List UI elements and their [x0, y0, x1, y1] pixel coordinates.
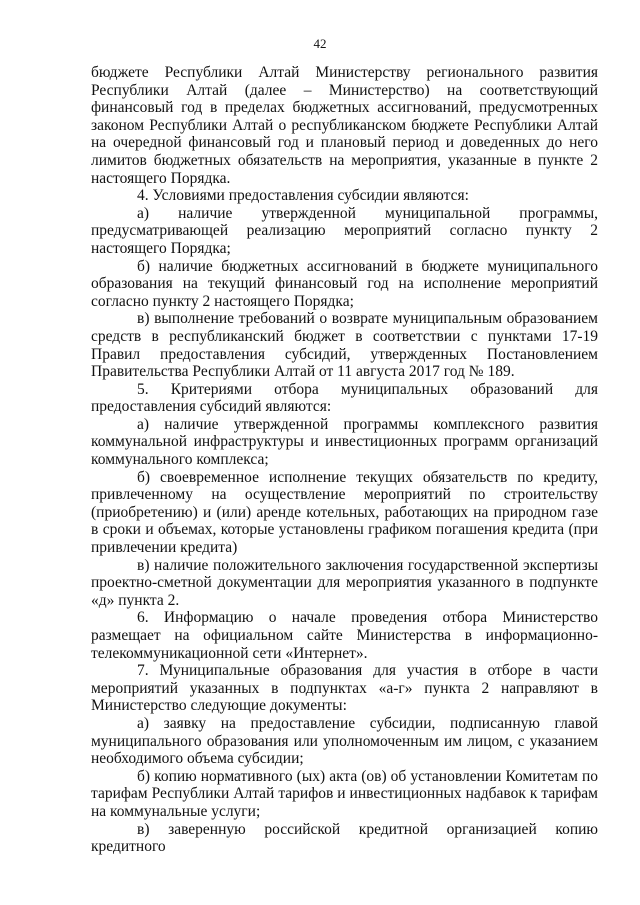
paragraph-5a: а) наличие утвержденной программы комплексного развития коммунальной инфраструктуры и инвестиционных программ организаций коммунального комплекса; — [91, 415, 598, 469]
page-number: 42 — [313, 36, 327, 51]
paragraph-5c: в) наличие положительного заключения государственной экспертизы проектно-сметной документации для мероприятия указанного в подпункте «д» пункта 2. — [91, 556, 598, 609]
paragraph-item-5-criteria: 5. Критериями отбора муниципальных образований для предоставления субсидий являются: — [91, 380, 598, 416]
paragraph-budget-continuation: бюджете Республики Алтай Министерству регионального развития Республики Алтай (далее – Министерство) на соответствующий финансовый год в пределах бюджетных ассигнований, предусмотренных законом Республики Алтай о республиканском бюджете Республики Алтай на очередной финансовый год и плановый период и доведенных до него лимитов бюджетных обязательств на мероприятия, указанные в пункте 2 настоящего Порядка. — [91, 64, 598, 187]
paragraph-4a: а) наличие утвержденной муниципальной программы, предусматривающей реализацию мероприятий согласно пункту 2 настоящего Порядка; — [91, 204, 598, 257]
document-body — [91, 64, 598, 856]
paragraph-7a: а) заявку на предоставление субсидии, подписанную главой муниципального образования или уполномоченным им лицом, с указанием необходимого объема субсидии; — [91, 714, 598, 768]
paragraph-4b: б) наличие бюджетных ассигнований в бюджете муниципального образования на текущий финансовый год на исполнение мероприятий согласно пункту 2 настоящего Порядка; — [91, 257, 598, 310]
paragraph-item-4-conditions: 4. Условиями предоставления субсидии являются: — [137, 187, 469, 205]
paragraph-4c: в) выполнение требований о возврате муниципальным образованием средств в республиканский бюджет в соответствии с пунктами 17-19 Правил предоставления субсидий, утвержденных Постановлением Правительства Республики Алтай от 11 августа 2017 год № 189. — [91, 310, 598, 381]
paragraph-7c: в) заверенную российской кредитной организацией копию кредитного — [91, 820, 598, 856]
paragraph-7b: б) копию нормативного (ых) акта (ов) об установлении Комитетам по тарифам Республики Алтай тарифов и инвестиционных надбавок к тарифам на коммунальные услуги; — [91, 767, 598, 820]
paragraph-item-6-information: 6. Информацию о начале проведения отбора Министерство размещает на официальном сайте Министерства в информационно-телекоммуникационной сети «Интернет». — [91, 609, 598, 662]
paragraph-item-7-documents: 7. Муниципальные образования для участия в отборе в части мероприятий указанных в подпунктах «а-г» пункта 2 направляют в Министерство следующие документы: — [91, 662, 598, 715]
paragraph-5b: б) своевременное исполнение текущих обязательств по кредиту, привлеченному на осуществление мероприятий по строительству (приобретению) и (или) аренде котельных, работающих на природном газе в сроки и объемах, которые установлены графиком погашения кредита (при привлечении кредита) — [91, 468, 598, 557]
